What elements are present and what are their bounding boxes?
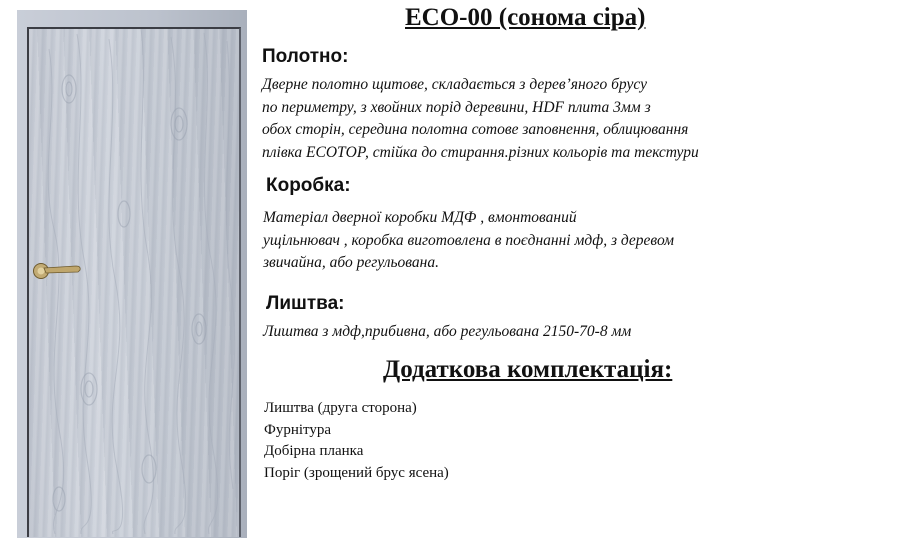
section-text-polotno	[262, 74, 699, 164]
list-item: Лиштва (друга сторона)	[264, 400, 417, 416]
section-heading-lyshtva: Лиштва:	[266, 293, 345, 314]
text-line: звичайна, або регульована.	[263, 254, 439, 271]
list-item: Добірна планка	[264, 443, 364, 459]
door-handle-icon	[32, 262, 82, 280]
text-line: обох сторін, середина полотна сотове заповнення, облицювання	[262, 121, 689, 138]
list-item: Поріг (зрощений брус ясена)	[264, 464, 449, 481]
text-line: Лиштва з мдф,прибивна, або регульована 2150-70-8 мм	[263, 323, 632, 340]
section-heading-polotno: Полотно:	[262, 46, 349, 67]
page-title: ЕСО-00 (сонома сіра)	[405, 4, 646, 31]
text-line: по периметру, з хвойних порід деревини, HDF плита 3мм з	[262, 98, 651, 116]
extras-heading: Додаткова комплектація:	[383, 356, 673, 383]
text-line: ущільнювач , коробка виготовлена в поєднанні мдф, з деревом	[263, 231, 675, 249]
section-text-korobka	[263, 207, 674, 275]
section-heading-korobka: Коробка:	[266, 175, 351, 196]
section-text-lyshtva	[263, 321, 631, 344]
wood-grain-texture	[29, 29, 239, 537]
text-line: Дверне полотно щитове, складається з дерев’яного брусу	[262, 76, 647, 93]
extras-list	[264, 398, 449, 484]
text-line: плівка ЕСОТОР, стійка до стирання.різних кольорів та текстури	[262, 143, 699, 161]
text-line: Матеріал дверної коробки МДФ , вмонтований	[263, 209, 577, 226]
list-item: Фурнітура	[264, 421, 332, 438]
door-image	[27, 27, 241, 537]
